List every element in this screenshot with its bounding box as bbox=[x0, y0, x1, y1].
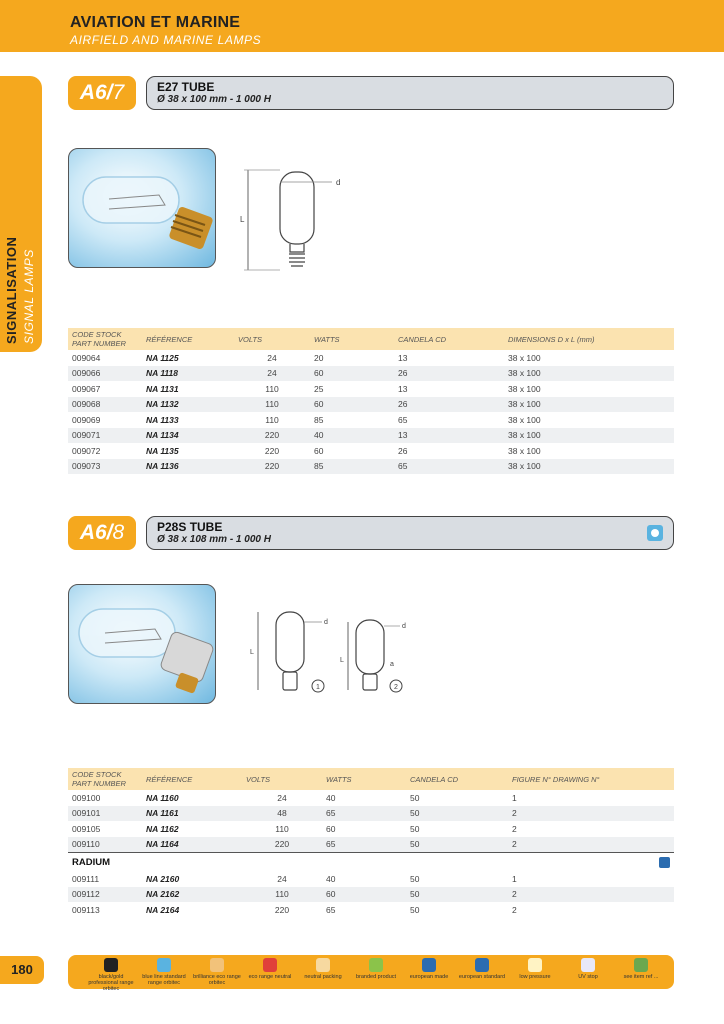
table-cell: 009069 bbox=[72, 414, 101, 425]
table-cell: 38 x 100 bbox=[508, 445, 541, 456]
table-row bbox=[68, 871, 674, 887]
table-cell: 50 bbox=[410, 873, 420, 884]
section-header-a6-7 bbox=[68, 76, 674, 110]
svg-text:1: 1 bbox=[316, 684, 320, 691]
table-cell: 60 bbox=[322, 887, 406, 903]
legend-label: neutral packing bbox=[304, 974, 342, 980]
legend-item bbox=[86, 958, 136, 992]
legend-label: brilliance eco range orbitec bbox=[193, 974, 241, 986]
category-title: SIGNALISATION bbox=[4, 236, 19, 344]
table-cell: 009072 bbox=[72, 445, 101, 456]
table-cell: 60 bbox=[326, 823, 336, 834]
product-table-a6-7 bbox=[68, 328, 674, 474]
legend-item bbox=[298, 958, 348, 980]
table-cell: 50 bbox=[406, 887, 508, 903]
table-cell: 009068 bbox=[68, 397, 142, 413]
product-code-badge: A6/7 bbox=[68, 76, 136, 110]
table-cell: 009101 bbox=[68, 806, 142, 822]
table-cell: 110 bbox=[265, 414, 279, 425]
table-cell: 220 bbox=[264, 445, 280, 456]
table-cell: 110 bbox=[265, 383, 279, 394]
category-tab bbox=[0, 76, 42, 352]
table-cell: NA 1125 bbox=[146, 352, 179, 363]
table-cell: 13 bbox=[398, 383, 408, 394]
legend-icon bbox=[528, 958, 542, 972]
group-label: RADIUM bbox=[72, 856, 110, 868]
table-cell: 50 bbox=[406, 806, 508, 822]
product-name: E27 TUBE bbox=[157, 80, 215, 94]
table-cell: 110 bbox=[275, 823, 289, 834]
table-cell: NA 1161 bbox=[142, 806, 242, 822]
product-code-badge: A6/8 bbox=[68, 516, 136, 550]
table-cell: 009111 bbox=[72, 873, 100, 884]
table-cell: 009066 bbox=[68, 366, 142, 382]
legend-icon bbox=[316, 958, 330, 972]
product-title-box bbox=[146, 76, 674, 110]
legend-icon bbox=[369, 958, 383, 972]
table-cell: 50 bbox=[410, 823, 420, 834]
legend-icon bbox=[157, 958, 171, 972]
table-cell: 009112 bbox=[68, 887, 142, 903]
table-cell: 2 bbox=[512, 904, 517, 915]
table-cell: 009113 bbox=[72, 904, 100, 915]
table-cell: 50 bbox=[410, 904, 420, 915]
table-row bbox=[68, 443, 674, 459]
table-cell: 2 bbox=[508, 806, 674, 822]
table-cell: NA 1136 bbox=[142, 459, 234, 475]
blue-line-range-icon bbox=[647, 525, 663, 541]
svg-text:2: 2 bbox=[394, 684, 398, 691]
table-cell: NA 2160 bbox=[146, 873, 180, 884]
table-cell: 38 x 100 bbox=[504, 366, 674, 382]
svg-text:L: L bbox=[340, 657, 344, 664]
column-header: CANDELA CD bbox=[394, 328, 504, 350]
legend-icon bbox=[475, 958, 489, 972]
table-cell: 65 bbox=[326, 904, 336, 915]
legend-icon bbox=[263, 958, 277, 972]
table-cell: 65 bbox=[398, 414, 408, 425]
table-cell: 48 bbox=[242, 806, 322, 822]
legend-icon bbox=[634, 958, 648, 972]
table-cell: 38 x 100 bbox=[508, 352, 541, 363]
legend-label: branded product bbox=[355, 974, 397, 980]
radium-icon bbox=[659, 857, 670, 868]
legend-item bbox=[192, 958, 242, 986]
legend-label: blue line standard range orbitec bbox=[142, 974, 186, 986]
svg-text:L: L bbox=[250, 649, 254, 656]
table-cell: 38 x 100 bbox=[504, 459, 674, 475]
column-header: CANDELA CD bbox=[406, 768, 508, 790]
table-row bbox=[68, 902, 674, 918]
legend-label: low pressure bbox=[519, 974, 551, 980]
table-cell: 38 x 100 bbox=[504, 428, 674, 444]
product-specs: Ø 38 x 108 mm - 1 000 H bbox=[157, 534, 271, 545]
table-cell: 65 bbox=[322, 806, 406, 822]
legend-icon bbox=[104, 958, 118, 972]
table-cell: NA 1160 bbox=[146, 792, 179, 803]
svg-text:L: L bbox=[240, 215, 245, 224]
page-header bbox=[0, 0, 724, 52]
legend-icon bbox=[422, 958, 436, 972]
column-header: VOLTS bbox=[242, 768, 322, 790]
column-header: FIGURE N° DRAWING N° bbox=[508, 768, 674, 790]
table-cell: 009071 bbox=[68, 428, 142, 444]
table-cell: 50 bbox=[410, 792, 420, 803]
table-cell: 009067 bbox=[72, 383, 101, 394]
table-cell: NA 1164 bbox=[142, 837, 242, 853]
table-cell: NA 1135 bbox=[146, 445, 179, 456]
svg-text:d: d bbox=[402, 623, 406, 630]
table-cell: 40 bbox=[326, 873, 336, 884]
product-specs: Ø 38 x 100 mm - 1 000 H bbox=[157, 94, 271, 105]
svg-text:d: d bbox=[324, 619, 328, 626]
table-cell: 220 bbox=[274, 904, 290, 915]
column-header: CODE STOCK PART NUMBER bbox=[68, 328, 142, 350]
table-cell: 1 bbox=[512, 873, 517, 884]
dimension-drawing-e27 bbox=[240, 162, 350, 278]
table-cell: 009073 bbox=[68, 459, 142, 475]
table-cell: 009110 bbox=[68, 837, 142, 853]
table-row bbox=[68, 397, 674, 413]
table-cell: 2 bbox=[512, 823, 517, 834]
svg-text:a: a bbox=[390, 661, 394, 668]
table-row bbox=[68, 821, 674, 837]
table-cell: 20 bbox=[314, 352, 324, 363]
legend-bar bbox=[68, 955, 674, 992]
dimension-drawing-p28s bbox=[250, 606, 420, 698]
table-cell: NA 1131 bbox=[146, 383, 179, 394]
table-cell: 220 bbox=[242, 837, 322, 853]
legend-item bbox=[245, 958, 295, 980]
legend-label: see item ref ... bbox=[623, 974, 659, 980]
column-header: DIMENSIONS D x L (mm) bbox=[504, 328, 674, 350]
lamp-photo-p28s bbox=[68, 584, 216, 704]
table-row bbox=[68, 428, 674, 444]
table-cell: 24 bbox=[277, 873, 287, 884]
table-cell: 60 bbox=[310, 366, 394, 382]
column-header: WATTS bbox=[322, 768, 406, 790]
svg-text:d: d bbox=[336, 178, 341, 187]
table-cell: 13 bbox=[394, 428, 504, 444]
table-cell: NA 1134 bbox=[142, 428, 234, 444]
table-cell: 38 x 100 bbox=[508, 414, 541, 425]
table-row bbox=[68, 366, 674, 382]
table-cell: 40 bbox=[326, 792, 336, 803]
category-subtitle: SIGNAL LAMPS bbox=[22, 248, 36, 344]
page-title: AVIATION ET MARINE bbox=[70, 14, 241, 31]
product-table-a6-8 bbox=[68, 768, 674, 918]
column-header: WATTS bbox=[310, 328, 394, 350]
table-row bbox=[68, 350, 674, 366]
table-row bbox=[68, 381, 674, 397]
group-label-cell bbox=[68, 853, 674, 872]
column-header: RÉFÉRENCE bbox=[142, 768, 242, 790]
table-cell: 26 bbox=[398, 445, 408, 456]
legend-icon bbox=[581, 958, 595, 972]
product-name: P28S TUBE bbox=[157, 520, 223, 534]
table-cell: 24 bbox=[234, 366, 310, 382]
table-row bbox=[68, 790, 674, 806]
table-group-row bbox=[68, 853, 674, 872]
table-cell: 009064 bbox=[72, 352, 101, 363]
column-header: CODE STOCK PART NUMBER bbox=[68, 768, 142, 790]
table-cell: NA 2162 bbox=[142, 887, 242, 903]
table-cell: 85 bbox=[314, 414, 324, 425]
table-cell: 38 x 100 bbox=[508, 383, 541, 394]
table-cell: 25 bbox=[314, 383, 324, 394]
table-cell: NA 1162 bbox=[146, 823, 179, 834]
legend-label: black/gold professional range orbitec bbox=[88, 974, 134, 992]
table-cell: 2 bbox=[508, 887, 674, 903]
legend-item bbox=[351, 958, 401, 980]
table-row bbox=[68, 806, 674, 822]
legend-label: european made bbox=[409, 974, 449, 980]
table-cell: NA 1118 bbox=[142, 366, 234, 382]
page-subtitle: AIRFIELD AND MARINE LAMPS bbox=[70, 33, 262, 47]
table-cell: 26 bbox=[394, 397, 504, 413]
column-header: VOLTS bbox=[234, 328, 310, 350]
table-cell: 24 bbox=[267, 352, 277, 363]
legend-item bbox=[616, 958, 666, 980]
table-row bbox=[68, 837, 674, 853]
legend-item bbox=[139, 958, 189, 986]
legend-label: eco range neutral bbox=[248, 974, 292, 980]
table-row bbox=[68, 412, 674, 428]
table-cell: 220 bbox=[234, 428, 310, 444]
lamp-photo-e27 bbox=[68, 148, 216, 268]
table-cell: 1 bbox=[512, 792, 517, 803]
table-cell: 65 bbox=[322, 837, 406, 853]
legend-item bbox=[457, 958, 507, 980]
legend-icon bbox=[210, 958, 224, 972]
table-cell: 40 bbox=[310, 428, 394, 444]
page-number: 180 bbox=[0, 956, 44, 984]
table-cell: 50 bbox=[406, 837, 508, 853]
table-row bbox=[68, 459, 674, 475]
table-cell: NA 1132 bbox=[142, 397, 234, 413]
table-cell: 65 bbox=[394, 459, 504, 475]
table-cell: 24 bbox=[277, 792, 287, 803]
table-cell: 009100 bbox=[72, 792, 101, 803]
table-cell: NA 1133 bbox=[146, 414, 179, 425]
table-cell: 110 bbox=[234, 397, 310, 413]
table-cell: 85 bbox=[310, 459, 394, 475]
table-cell: 220 bbox=[234, 459, 310, 475]
table-cell: 60 bbox=[314, 445, 324, 456]
legend-item bbox=[563, 958, 613, 980]
section-header-a6-8 bbox=[68, 516, 674, 550]
legend-label: european standard bbox=[458, 974, 506, 980]
table-cell: 13 bbox=[398, 352, 408, 363]
legend-label: UV stop bbox=[578, 974, 598, 980]
table-cell: 26 bbox=[394, 366, 504, 382]
table-cell: NA 2164 bbox=[146, 904, 180, 915]
legend-item bbox=[510, 958, 560, 980]
table-row bbox=[68, 887, 674, 903]
table-cell: 38 x 100 bbox=[504, 397, 674, 413]
table-cell: 60 bbox=[310, 397, 394, 413]
column-header: RÉFÉRENCE bbox=[142, 328, 234, 350]
table-cell: 110 bbox=[242, 887, 322, 903]
table-cell: 2 bbox=[508, 837, 674, 853]
table-cell: 009105 bbox=[72, 823, 101, 834]
product-title-box bbox=[146, 516, 674, 550]
legend-item bbox=[404, 958, 454, 980]
